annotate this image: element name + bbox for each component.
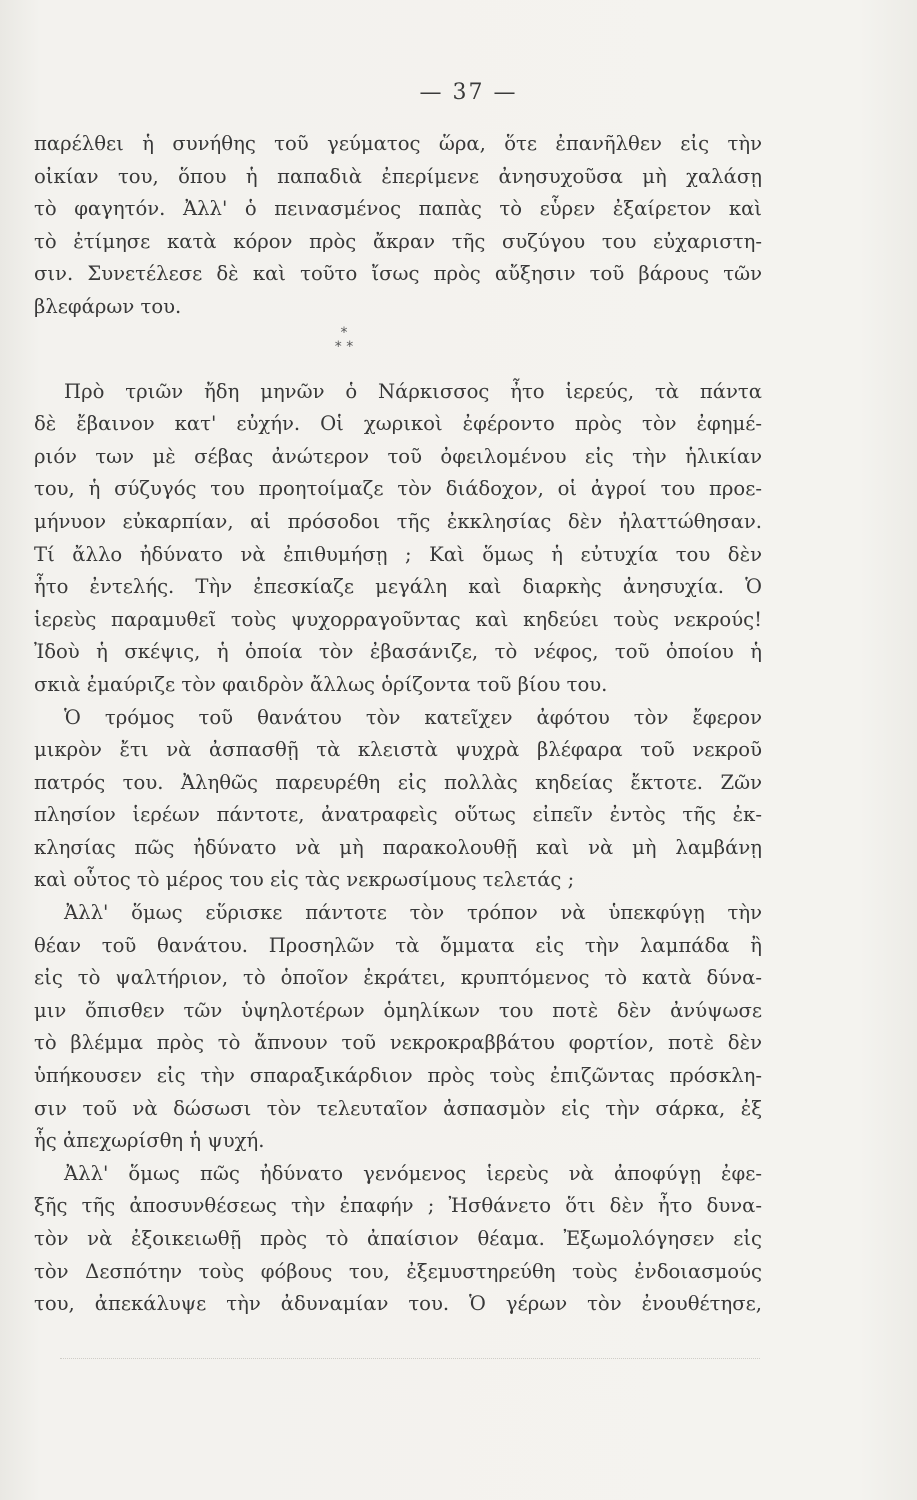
text-line: Ἀλλ' ὅμως πῶς ἠδύνατο γενόμενος ἱερεὺς νὰ ἀποφύγῃ ἐφε- <box>64 1161 762 1185</box>
text-line: πατρός του. Ἀληθῶς παρευρέθη εἰς πολλὰς κηδείας ἔκτοτε. Ζῶν <box>34 770 762 794</box>
text-line: ἦτο ἐντελής. Τὴν ἐπεσκίαζε μεγάλη καὶ διαρκὴς ἀνησυχία. Ὁ <box>34 575 762 599</box>
text-line: Ἰδοὺ ἡ σκέψις, ἡ ὁποία τὸν ἐβασάνιζε, τὸ νέφος, τοῦ ὁποίου ἡ <box>34 640 762 664</box>
text-line: Τί ἄλλο ἠδύνατο νὰ ἐπιθυμήσῃ ; Καὶ ὅμως ἡ εὐτυχία του δὲν <box>34 542 762 566</box>
text-line: μιν ὄπισθεν τῶν ὑψηλοτέρων ὁμηλίκων του ποτὲ δὲν ἀνύψωσε <box>34 998 762 1022</box>
text-line: ριόν των μὲ σέβας ἀνώτερον τοῦ ὀφειλομένου εἰς τὴν ἡλικίαν <box>34 444 762 468</box>
text-line: Ἀλλ' ὅμως εὕρισκε πάντοτε τὸν τρόπον νὰ ὑπεκφύγῃ τὴν <box>64 901 762 925</box>
text-line: κλησίας πῶς ἠδύνατο νὰ μὴ παρακολουθῇ καὶ νὰ μὴ λαμβάνῃ <box>34 835 762 859</box>
text-line: σιν τοῦ νὰ δώσωσι τὸν τελευταῖον ἀσπασμὸν εἰς τὴν σάρκα, ἐξ <box>34 1096 762 1120</box>
page-number: — 37 — <box>419 80 518 105</box>
text-line: μικρὸν ἔτι νὰ ἀσπασθῇ τὰ κλειστὰ ψυχρὰ βλέφαρα τοῦ νεκροῦ <box>34 738 762 762</box>
text-line: μήνυον εὐκαρπίαν, αἱ πρόσοδοι τῆς ἐκκλησίας δὲν ἠλαττώθησαν. <box>34 509 762 533</box>
text-line: θέαν τοῦ θανάτου. Προσηλῶν τὰ ὄμματα εἰς τὴν λαμπάδα ἢ <box>34 933 762 957</box>
text-line: πλησίον ἱερέων πάντοτε, ἀνατραφεὶς οὕτως εἰπεῖν ἐντὸς τῆς ἐκ- <box>34 803 762 827</box>
text-line: τὸν Δεσπότην τοὺς φόβους του, ἐξεμυστηρεύθη τοὺς ἐνδοιασμούς <box>34 1259 762 1283</box>
text-line: δὲ ἔβαινον κατ' εὐχήν. Οἱ χωρικοὶ ἐφέροντο πρὸς τὸν ἐφημέ- <box>34 412 762 436</box>
page-bottom-dots <box>60 1358 760 1367</box>
text-line: τὸ βλέμμα πρὸς τὸ ἄπνουν τοῦ νεκροκραββάτου φορτίον, ποτὲ δὲν <box>34 1031 762 1055</box>
text-line: σιν. Συνετέλεσε δὲ καὶ τοῦτο ἴσως πρὸς αὔξησιν τοῦ βάρους τῶν <box>34 262 762 286</box>
text-line: παρέλθει ἡ συνήθης τοῦ γεύματος ὥρα, ὅτε ἐπανῆλθεν εἰς τὴν <box>34 132 762 155</box>
text-line: τὸ ἐτίμησε κατὰ κόρον πρὸς ἄκραν τῆς συζύγου του εὐχαριστη- <box>34 229 762 253</box>
text-line: ἱερεὺς παραμυθεῖ τοὺς ψυχορραγοῦντας καὶ κηδεύει τοὺς νεκρούς! <box>34 607 762 631</box>
text-line: τὸ φαγητόν. Ἀλλ' ὁ πεινασμένος παπὰς τὸ εὗρεν ἐξαίρετον καὶ <box>34 197 762 221</box>
text-line: του, ἡ σύζυγός του προητοίμαζε τὸν διάδοχον, οἱ ἀγροί του προε- <box>34 477 762 501</box>
text-line: του, ἀπεκάλυψε τὴν ἀδυναμίαν του. Ὁ γέρων τὸν ἐνουθέτησε, <box>34 1292 762 1316</box>
text-line: ἧς ἀπεχωρίσθη ἡ ψυχή. <box>34 1129 265 1153</box>
text-line: σκιὰ ἐμαύριζε τὸν φαιδρὸν ἄλλως ὁρίζοντα τοῦ βίου του. <box>34 672 608 696</box>
text-line: οἰκίαν του, ὅπου ἡ παπαδιὰ ἐπερίμενε ἀνησυχοῦσα μὴ χαλάσῃ <box>34 164 762 188</box>
text-line: εἰς τὸ ψαλτήριον, τὸ ὁποῖον ἐκράτει, κρυπτόμενος τὸ κατὰ δύνα- <box>34 966 762 990</box>
body-text <box>34 128 762 1321</box>
asterism-glyph: * * * <box>334 324 354 355</box>
text-line: καὶ οὗτος τὸ μέρος του εἰς τὰς νεκρωσίμους τελετάς ; <box>34 868 575 892</box>
text-line: ξῆς τῆς ἀποσυνθέσεως τὴν ἐπαφήν ; Ἠσθάνετο ὅτι δὲν ἦτο δυνα- <box>34 1194 762 1218</box>
text-line: βλεφάρων του. <box>34 294 182 318</box>
text-line: Ὁ τρόμος τοῦ θανάτου τὸν κατεῖχεν ἀφότου τὸν ἔφερον <box>64 705 762 729</box>
text-line: ὑπήκουσεν εἰς τὴν σπαραξικάρδιον πρὸς τοὺς ἐπιζῶντας πρόσκλη- <box>34 1064 762 1088</box>
section-asterism <box>34 324 762 376</box>
text-line: Πρὸ τριῶν ἤδη μηνῶν ὁ Νάρκισσος ἦτο ἱερεύς, τὰ πάντα <box>64 379 762 403</box>
text-line: τὸν νὰ ἐξοικειωθῇ πρὸς τὸ ἀπαίσιον θέαμα. Ἐξωμολόγησεν εἰς <box>34 1227 762 1250</box>
